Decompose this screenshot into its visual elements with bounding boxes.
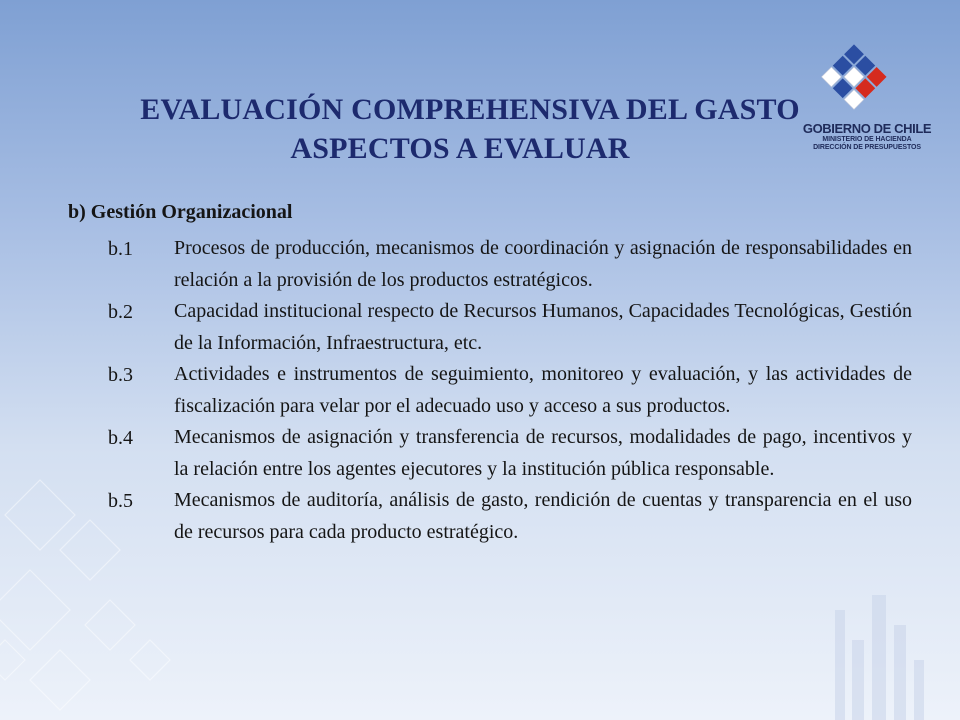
logo-subtitle-direction: DIRECCIÓN DE PRESUPUESTOS: [813, 144, 921, 151]
list-item: [108, 233, 912, 296]
item-number: b.2: [108, 301, 133, 323]
item-number: b.5: [108, 490, 133, 512]
item-list: [108, 233, 912, 548]
slide-title-line-2: ASPECTOS A EVALUAR: [290, 132, 630, 165]
logo-subtitle-ministry: MINISTERIO DE HACIENDA: [822, 136, 912, 143]
item-text: Mecanismos de asignación y transferencia de recursos, modalidades de pago, incentivos y la relación entre los agentes ejecutores y la institución pública responsable.: [174, 426, 912, 480]
list-item: [108, 296, 912, 359]
watermark-shape: [835, 595, 924, 720]
item-text: Procesos de producción, mecanismos de coordinación y asignación de responsabilidades en relación a la provisión de los productos estratégicos.: [174, 237, 912, 291]
item-number: b.4: [108, 427, 133, 449]
list-item: [108, 359, 912, 422]
item-text: Mecanismos de auditoría, análisis de gasto, rendición de cuentas y transparencia en el uso de recursos para cada producto estratégico.: [174, 489, 912, 543]
list-item: [108, 422, 912, 485]
list-item: [108, 485, 912, 548]
slide-title-line-1: EVALUACIÓN COMPREHENSIVA DEL GASTO: [140, 93, 800, 126]
item-number: b.3: [108, 364, 133, 386]
item-text: Capacidad institucional respecto de Recursos Humanos, Capacidades Tecnológicas, Gestión de la Información, Infraestructura, etc.: [174, 300, 912, 354]
item-text: Actividades e instrumentos de seguimiento, monitoreo y evaluación, y las actividades de fiscalización para velar por el adecuado uso y acceso a sus productos.: [174, 363, 912, 417]
section-heading: b) Gestión Organizacional: [68, 201, 293, 223]
item-number: b.1: [108, 238, 133, 260]
logo-name: GOBIERNO DE CHILE: [802, 121, 932, 136]
